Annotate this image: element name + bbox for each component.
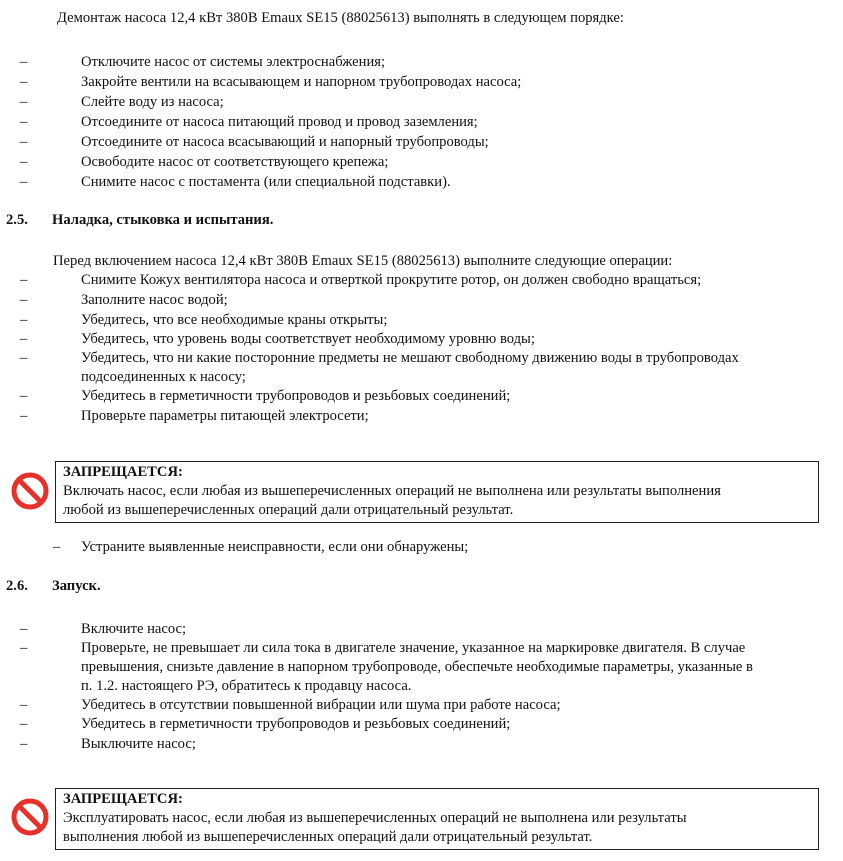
- warning-text: любой из вышеперечисленных операций дали отрицательный результат.: [63, 502, 514, 518]
- list-item: Отключите насос от системы электроснабжения;: [81, 54, 386, 70]
- list-item-continuation: п. 1.2. настоящего РЭ, обратитесь к продавцу насоса.: [81, 678, 412, 694]
- list-item: Заполните насос водой;: [81, 292, 228, 308]
- list-item: Освободите насос от соответствующего крепежа;: [81, 154, 389, 170]
- list-dash: –: [20, 640, 28, 656]
- list-dash: –: [20, 114, 28, 130]
- list-item: Убедитесь, что уровень воды соответствует необходимому уровню воды;: [81, 331, 535, 347]
- list-item: Устраните выявленные неисправности, если они обнаружены;: [81, 539, 469, 555]
- list-dash: –: [20, 272, 28, 288]
- list-dash: –: [20, 716, 28, 732]
- list-item: Отсоедините от насоса питающий провод и провод заземления;: [81, 114, 478, 130]
- warning-text: Включать насос, если любая из вышеперечисленных операций не выполнена или результаты выполнения: [63, 483, 721, 499]
- warning-text: Эксплуатировать насос, если любая из вышеперечисленных операций не выполнена или результаты: [63, 810, 687, 826]
- list-dash: –: [20, 94, 28, 110]
- list-dash: –: [53, 539, 61, 555]
- list-dash: –: [20, 312, 28, 328]
- list-item: Снимите насос с постамента (или специальной подставки).: [81, 174, 451, 190]
- warning-box: [55, 788, 819, 850]
- list-item: Отсоедините от насоса всасывающий и напорный трубопроводы;: [81, 134, 489, 150]
- list-dash: –: [20, 54, 28, 70]
- warning-box: [55, 461, 819, 523]
- list-dash: –: [20, 331, 28, 347]
- dismantle-intro: Демонтаж насоса 12,4 кВт 380В Emaux SE15 (88025613) выполнять в следующем порядке:: [57, 10, 624, 26]
- list-item: Проверьте, не превышает ли сила тока в двигателе значение, указанное на маркировке двигателя. В случае: [81, 640, 746, 656]
- list-item: Закройте вентили на всасывающем и напорном трубопроводах насоса;: [81, 74, 522, 90]
- list-dash: –: [20, 621, 28, 637]
- list-dash: –: [20, 408, 28, 424]
- section-title: Наладка, стыковка и испытания.: [52, 212, 274, 228]
- list-item: Снимите Кожух вентилятора насоса и отверткой прокрутите ротор, он должен свободно вращаться;: [81, 272, 702, 288]
- list-dash: –: [20, 736, 28, 752]
- section-number: 2.6.: [6, 578, 28, 594]
- list-dash: –: [20, 134, 28, 150]
- list-item: Убедитесь, что все необходимые краны открыты;: [81, 312, 388, 328]
- setup-intro: Перед включением насоса 12,4 кВт 380В Emaux SE15 (88025613) выполните следующие операции:: [53, 253, 673, 269]
- list-dash: –: [20, 697, 28, 713]
- section-title: Запуск.: [52, 578, 101, 594]
- list-item-continuation: подсоединенных к насосу;: [81, 369, 246, 385]
- list-dash: –: [20, 292, 28, 308]
- list-item: Включите насос;: [81, 621, 187, 637]
- list-item: Слейте воду из насоса;: [81, 94, 224, 110]
- list-dash: –: [20, 154, 28, 170]
- list-item: Проверьте параметры питающей электросети;: [81, 408, 369, 424]
- prohibition-icon: [10, 471, 50, 511]
- list-dash: –: [20, 350, 28, 366]
- list-dash: –: [20, 388, 28, 404]
- list-item: Выключите насос;: [81, 736, 196, 752]
- warning-title: ЗАПРЕЩАЕТСЯ:: [63, 464, 183, 480]
- list-item: Убедитесь в отсутствии повышенной вибрации или шума при работе насоса;: [81, 697, 561, 713]
- list-dash: –: [20, 174, 28, 190]
- list-item-continuation: превышения, снизьте давление в напорном трубопроводе, обеспечьте необходимые параметры, указанные в: [81, 659, 753, 675]
- list-item: Убедитесь в герметичности трубопроводов и резьбовых соединений;: [81, 716, 511, 732]
- prohibition-icon: [10, 797, 50, 837]
- warning-text: выполнения любой из вышеперечисленных операций дали отрицательный результат.: [63, 829, 593, 845]
- list-dash: –: [20, 74, 28, 90]
- section-number: 2.5.: [6, 212, 28, 228]
- list-item: Убедитесь, что ни какие посторонние предметы не мешают свободному движению воды в трубопроводах: [81, 350, 739, 366]
- list-item: Убедитесь в герметичности трубопроводов и резьбовых соединений;: [81, 388, 511, 404]
- warning-title: ЗАПРЕЩАЕТСЯ:: [63, 791, 183, 807]
